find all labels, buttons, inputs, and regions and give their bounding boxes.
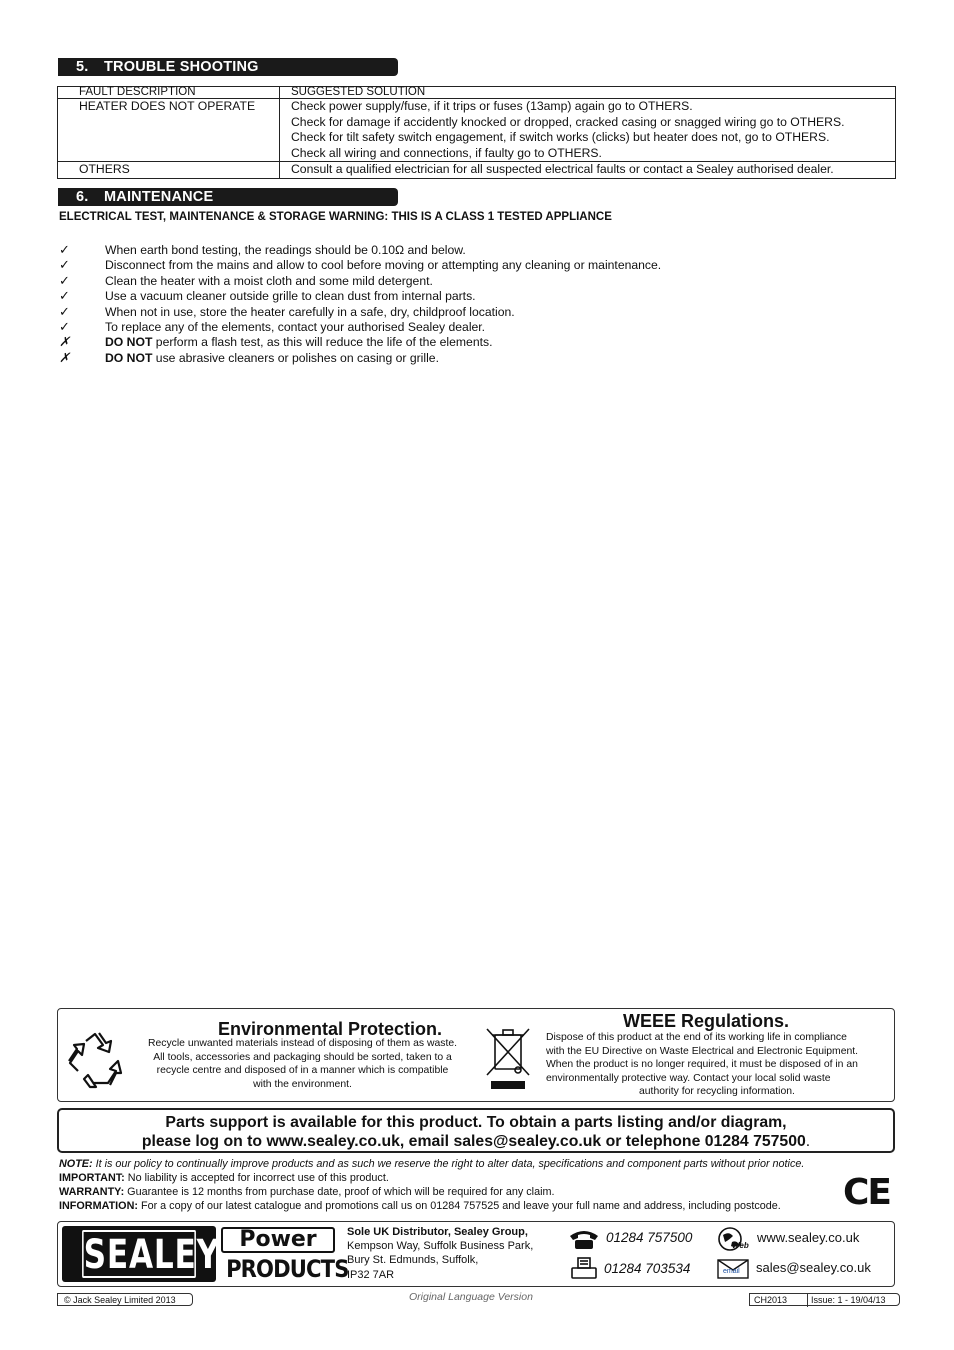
- table-header-row: [58, 87, 896, 99]
- power-logo: Power: [221, 1227, 335, 1253]
- weee-line: When the product is no longer required, it must be disposed of in an: [546, 1059, 858, 1071]
- weee-title: WEEE Regulations.: [622, 1011, 790, 1031]
- list-item: [59, 319, 661, 334]
- solution-line: Check power supply/fuse, if it trips or fuses (13amp) again go to OTHERS.: [291, 99, 693, 113]
- maintenance-list: [59, 242, 661, 365]
- item-text: perform a flash test, as this will reduce the life of the elements.: [152, 335, 493, 350]
- section-number: 6.: [76, 189, 89, 205]
- item-text: Disconnect from the mains and allow to cool before moving or attempting any cleaning or maintenance.: [105, 258, 662, 273]
- address-line: Kempson Way, Suffolk Business Park,: [347, 1240, 534, 1253]
- web-label: Web: [732, 1241, 749, 1250]
- item-text: When earth bond testing, the readings should be 0.10Ω and below.: [105, 243, 466, 257]
- environment-line: with the environment.: [253, 1078, 352, 1090]
- parts-support-box: [57, 1108, 895, 1153]
- weee-text: [546, 1031, 891, 1099]
- check-icon: ✓: [59, 272, 70, 288]
- solution-line: Check for tilt safety switch engagement, if switch works (clicks) but heater does not, go to OTHERS.: [291, 130, 830, 144]
- item-bold: DO NOT: [105, 350, 153, 365]
- parts-line-1: Parts support is available for this product. To obtain a parts listing and/or diagram,: [165, 1114, 787, 1131]
- ce-mark: CE: [843, 1172, 891, 1213]
- weee-line: with the EU Directive on Waste Electrical and Electronic Equipment.: [546, 1045, 859, 1057]
- cross-icon: ✗: [59, 334, 70, 350]
- copyright-label: © Jack Sealey Limited 2013: [57, 1293, 193, 1306]
- section-maintenance-header: [58, 188, 398, 206]
- note-text: It is our policy to continually improve products and as such we reserve the right to alter data, specifications and component parts without prior notice.: [92, 1158, 805, 1170]
- environment-line: Recycle unwanted materials instead of disposing of them as waste.: [148, 1038, 457, 1049]
- model-code: CH2013: [750, 1294, 808, 1307]
- recycle-icon: [66, 1031, 124, 1089]
- fault-cell: OTHERS: [58, 162, 280, 179]
- phone-number: 01284 757500: [606, 1230, 693, 1245]
- notes-block: [59, 1157, 804, 1213]
- cross-icon: ✗: [59, 349, 70, 365]
- parts-line-2: [59, 1132, 893, 1151]
- weee-bin-icon: [485, 1025, 533, 1091]
- solution-line: Check for damage if accidently knocked or dropped, cracked casing or snagged wiring go to OTHERS.: [291, 114, 845, 129]
- note-label: INFORMATION:: [59, 1200, 138, 1212]
- fault-column-header: FAULT DESCRIPTION: [58, 87, 280, 99]
- fax-number: 01284 703534: [604, 1261, 691, 1276]
- weee-line: environmentally protective way. Contact your local solid waste: [546, 1072, 831, 1084]
- parts-line-2-end: .: [805, 1133, 811, 1150]
- address-line: IP32 7AR: [347, 1268, 395, 1281]
- item-text: To replace any of the elements, contact your authorised Sealey dealer.: [105, 319, 486, 334]
- list-item: [59, 350, 661, 365]
- item-text: Use a vacuum cleaner outside grille to clean dust from internal parts.: [105, 289, 476, 304]
- item-text: use abrasive cleaners or polishes on casing or grille.: [152, 350, 439, 365]
- phone-icon: [568, 1228, 600, 1250]
- environment-text: [130, 1037, 475, 1091]
- note-text: No liability is accepted for incorrect use of this product.: [124, 1172, 389, 1184]
- document-code-box: [749, 1293, 900, 1306]
- note-label: NOTE:: [59, 1158, 93, 1170]
- note-label: IMPORTANT:: [59, 1172, 125, 1184]
- solution-cell: [280, 99, 896, 162]
- email-link[interactable]: sales@sealey.co.uk: [756, 1260, 871, 1275]
- language-version: Original Language Version: [409, 1291, 533, 1303]
- parts-line-2-text: please log on to www.sealey.co.uk, email sales@sealey.co.uk or telephone 01284 757500: [141, 1133, 806, 1150]
- information-line: [59, 1199, 804, 1213]
- check-icon: ✓: [59, 257, 70, 273]
- footer-box: [57, 1221, 895, 1287]
- list-item: [59, 257, 661, 272]
- distributor-title: Sole UK Distributor, Sealey Group,: [347, 1226, 528, 1238]
- list-item: [59, 273, 661, 288]
- environment-line: All tools, accessories and packaging should be sorted, taken to a: [153, 1051, 452, 1063]
- list-item: [59, 304, 661, 319]
- check-icon: ✓: [59, 303, 70, 319]
- weee-line: authority for recycling information.: [639, 1086, 795, 1098]
- note-line: [59, 1157, 804, 1171]
- email-label: email: [723, 1268, 740, 1275]
- note-text: For a copy of our latest catalogue and promotions call us on 01284 757525 and leave your full name and address, including postcode.: [137, 1200, 781, 1212]
- table-row: [58, 162, 896, 179]
- section-trouble-shooting-header: [58, 58, 398, 76]
- environment-line: recycle centre and disposed of in a manner which is compatible: [156, 1065, 449, 1077]
- address-line: Bury St. Edmunds, Suffolk,: [347, 1254, 479, 1267]
- environment-title: Environmental Protection.: [217, 1019, 443, 1039]
- check-icon: ✓: [59, 318, 70, 334]
- environment-weee-box: [57, 1008, 895, 1102]
- web-link[interactable]: www.sealey.co.uk: [757, 1230, 860, 1245]
- list-item: [59, 334, 661, 349]
- maintenance-warning: ELECTRICAL TEST, MAINTENANCE & STORAGE WARNING: THIS IS A CLASS 1 TESTED APPLIANCE: [59, 211, 612, 223]
- check-icon: ✓: [59, 242, 70, 257]
- sealey-logo-text: SEALEY: [83, 1232, 221, 1278]
- list-item: [59, 288, 661, 303]
- solution-column-header: SUGGESTED SOLUTION: [280, 87, 896, 99]
- section-title: TROUBLE SHOOTING: [104, 59, 259, 75]
- issue-date: Issue: 1 - 19/04/13: [811, 1295, 886, 1305]
- check-icon: ✓: [59, 288, 70, 304]
- fault-cell: HEATER DOES NOT OPERATE: [79, 99, 256, 113]
- list-item: [59, 242, 661, 257]
- distributor-address: [347, 1225, 533, 1282]
- products-logo: PRODUCTS: [226, 1255, 349, 1283]
- weee-line: Dispose of this product at the end of its working life in compliance: [546, 1032, 847, 1043]
- note-text: Guarantee is 12 months from purchase date, proof of which will be required for any claim.: [124, 1186, 555, 1198]
- item-text: Clean the heater with a moist cloth and some mild detergent.: [105, 273, 433, 288]
- item-text: When not in use, store the heater carefully in a safe, dry, childproof location.: [105, 304, 515, 319]
- warranty-line: [59, 1185, 804, 1199]
- item-bold: DO NOT: [105, 335, 153, 350]
- trouble-shooting-table: [57, 86, 896, 179]
- solution-line: Check all wiring and connections, if faulty go to OTHERS.: [291, 145, 602, 160]
- section-number: 5.: [76, 59, 89, 75]
- section-title: MAINTENANCE: [104, 189, 214, 205]
- note-label: WARRANTY:: [59, 1186, 125, 1198]
- table-row: [58, 99, 896, 162]
- fax-icon: [570, 1256, 598, 1280]
- solution-cell: Consult a qualified electrician for all suspected electrical faults or contact a Sealey authorised dealer.: [280, 162, 896, 179]
- sealey-logo: [62, 1226, 221, 1282]
- important-line: [59, 1171, 804, 1185]
